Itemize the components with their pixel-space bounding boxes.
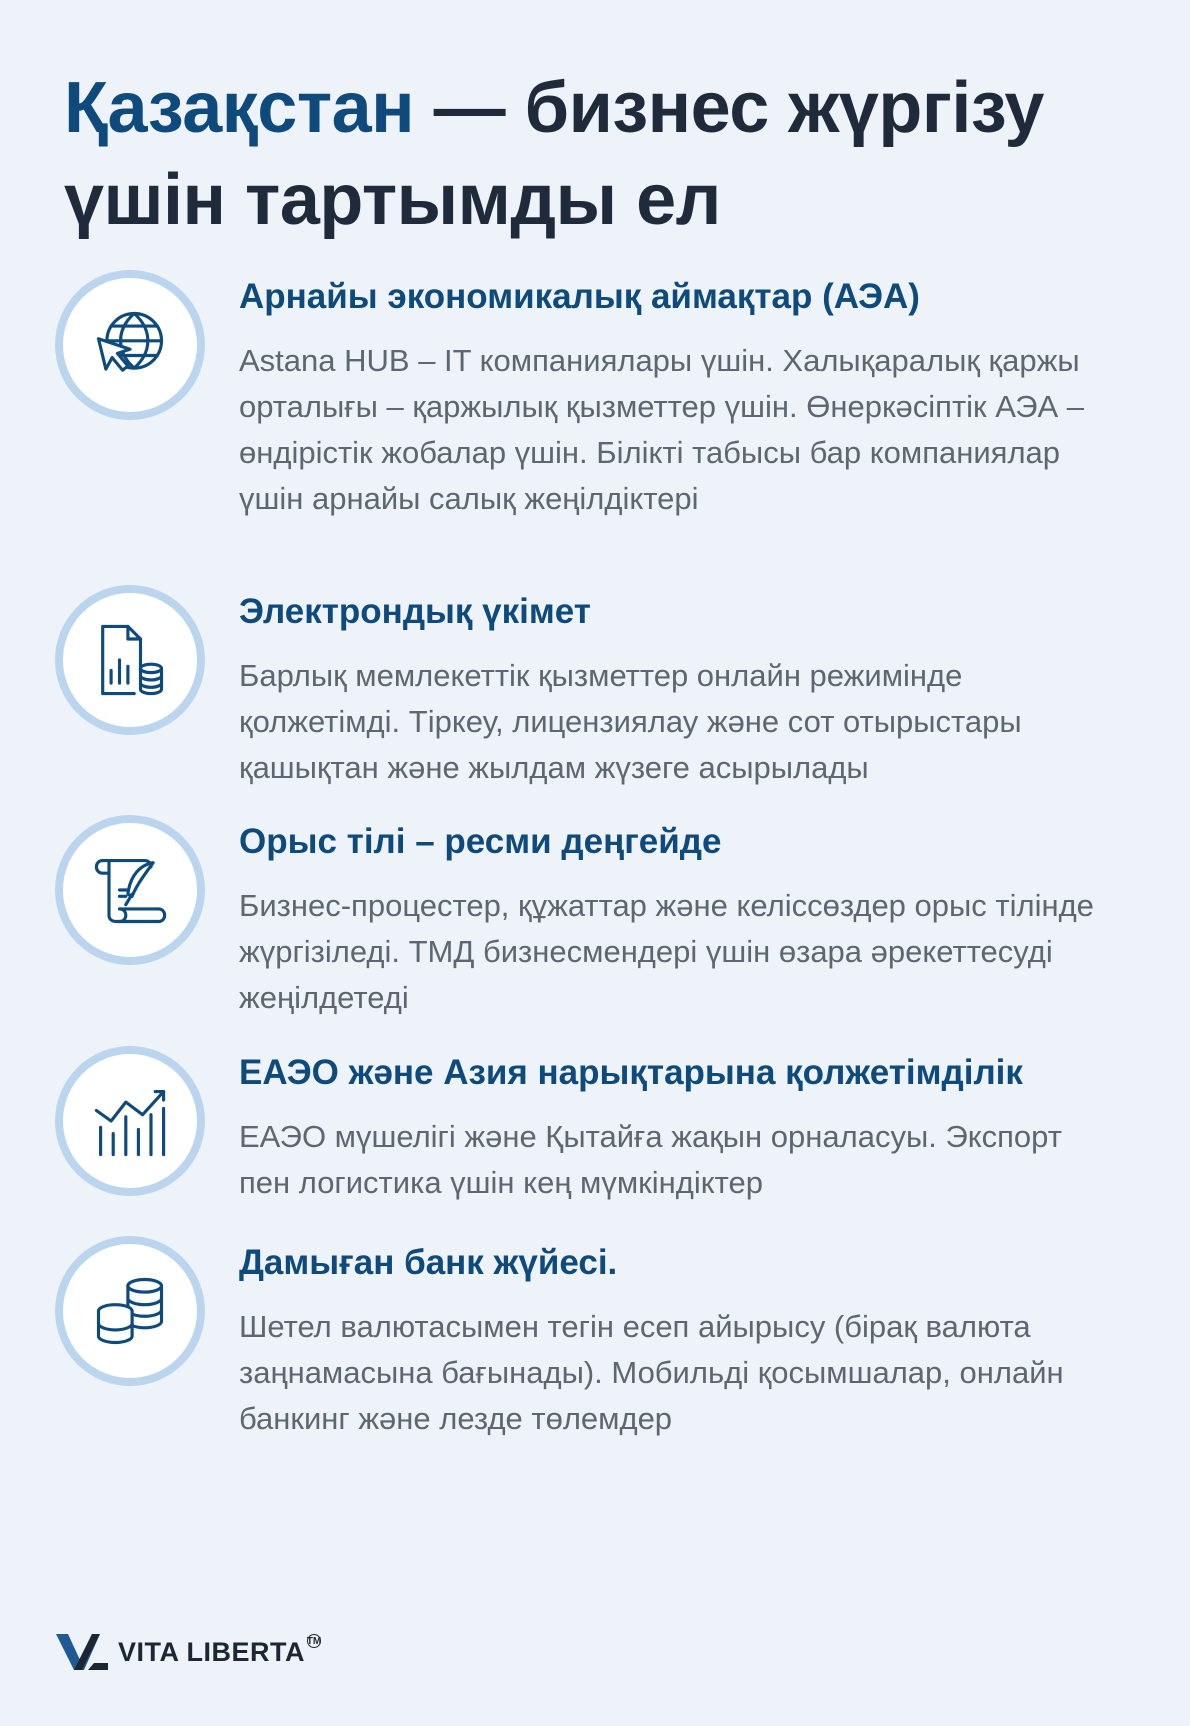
trademark-mark: TM	[306, 1635, 322, 1647]
page-title-rest: — бизнес жүргізу үшін тартымды ел	[64, 68, 1044, 240]
coin-stacks-icon	[88, 1269, 172, 1353]
feature-icon-badge	[55, 1046, 205, 1196]
feature-description: Бизнес-процестер, құжаттар және келіссөздер орыс тілінде жүргізіледі. ТМД бизнесмендері үшін өзара әрекеттесуді жеңілдетеді	[239, 888, 1094, 1015]
brand-name: VITA LIBERTA	[118, 1636, 305, 1667]
document-chart-database-icon	[88, 618, 172, 702]
feature-icon-badge	[55, 585, 205, 735]
feature-description: ЕАЭО мүшелігі және Қытайға жақын орналасуы. Экспорт пен логистика үшін кең мүмкіндіктер	[239, 1119, 1062, 1200]
feature-description: Барлық мемлекеттік қызметтер онлайн режимінде қолжетімді. Тіркеу, лицензиялау және сот отырыстары қашықтан және жылдам жүзеге асырылады	[239, 658, 1022, 785]
footer-brand	[54, 1630, 321, 1674]
growth-chart-icon	[88, 1079, 172, 1163]
globe-cursor-icon	[88, 303, 172, 387]
feature-icon-badge	[55, 270, 205, 420]
feature-title: Электрондық үкімет	[239, 592, 591, 631]
feature-icon-badge	[55, 1236, 205, 1386]
feature-title: Дамыған банк жүйесі.	[239, 1243, 618, 1282]
page-title-accent: Қазақстан	[64, 68, 415, 148]
scroll-quill-icon	[88, 848, 172, 932]
feature-description: Шетел валютасымен тегін есеп айырысу (бірақ валюта заңнамасына бағынады). Мобильді қосымшалар, онлайн банкинг және лезде төлемдер	[239, 1309, 1064, 1436]
feature-title: Орыс тілі – ресми деңгейде	[239, 822, 722, 861]
feature-title: ЕАЭО және Азия нарықтарына қолжетімділік	[239, 1053, 1023, 1092]
feature-icon-badge	[55, 815, 205, 965]
vita-liberta-logo-icon	[54, 1630, 112, 1674]
feature-title: Арнайы экономикалық аймақтар (АЭА)	[239, 277, 920, 316]
feature-description: Astana HUB – IT компаниялары үшін. Халықаралық қаржы орталығы – қаржылық қызметтер үшін. Өнеркәсіптік АЭА – өндірістік жобалар үшін. Білікті табысы бар компаниялар үшін арнайы салық жеңілдіктері	[239, 343, 1085, 516]
